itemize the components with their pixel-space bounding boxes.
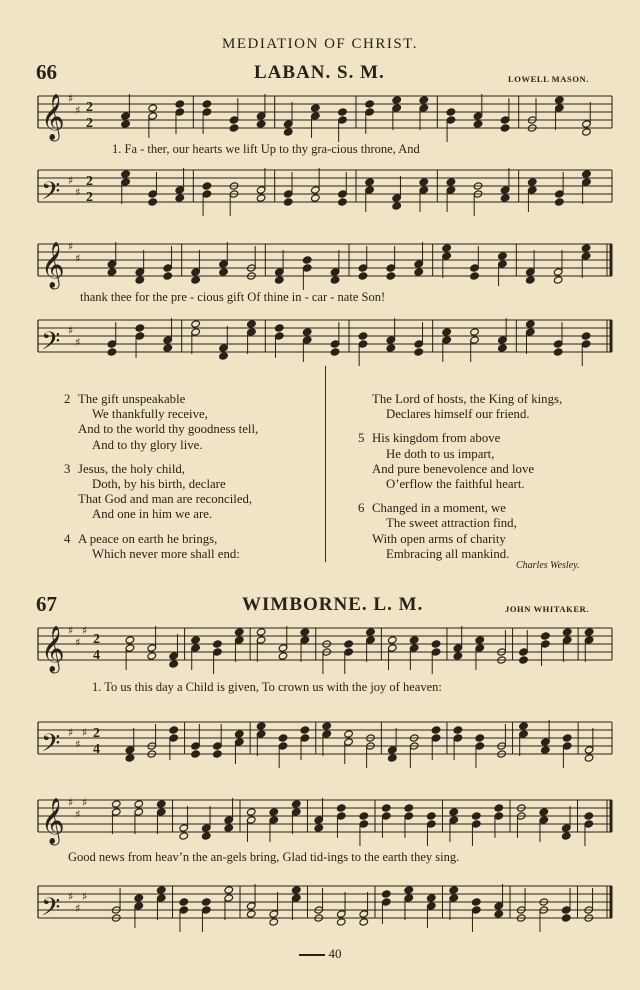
note-head bbox=[283, 128, 293, 136]
note-head bbox=[311, 194, 321, 202]
note-head bbox=[213, 640, 223, 648]
verse-line bbox=[64, 462, 258, 477]
sharp-icon: ♯ bbox=[82, 796, 88, 809]
note-head bbox=[247, 320, 257, 328]
note-head bbox=[201, 898, 211, 906]
hymn67-treble-staff-1 bbox=[0, 618, 640, 678]
note-head bbox=[475, 636, 485, 644]
verse-4 bbox=[64, 532, 258, 562]
note-head bbox=[256, 120, 266, 128]
note-head bbox=[414, 348, 424, 356]
treble-clef-icon: 𝄞 bbox=[41, 626, 65, 672]
sharp-icon: ♯ bbox=[68, 240, 74, 253]
time-signature-bottom: 4 bbox=[93, 648, 100, 663]
note-head bbox=[473, 120, 483, 128]
note-head bbox=[358, 272, 368, 280]
note-head bbox=[191, 320, 201, 328]
sharp-icon: ♯ bbox=[75, 336, 81, 349]
time-signature-bottom: 2 bbox=[86, 190, 93, 205]
note-head bbox=[336, 918, 346, 926]
tune-name-wimborne: WIMBORNE. L. M. bbox=[242, 594, 424, 615]
note-head bbox=[386, 272, 396, 280]
note-head bbox=[169, 660, 179, 668]
hymn67-lyric-line-2: Good news from heav’n the an-gels bring, Glad tid-ings to the earth they sing. bbox=[68, 850, 460, 864]
note-head bbox=[135, 276, 145, 284]
verse-number: 6 bbox=[358, 501, 365, 516]
note-head bbox=[269, 918, 279, 926]
note-head bbox=[494, 910, 504, 918]
verse-line bbox=[64, 407, 258, 422]
note-head bbox=[125, 754, 135, 762]
note-head bbox=[224, 886, 234, 894]
sharp-icon: ♯ bbox=[68, 624, 74, 637]
note-head bbox=[234, 628, 244, 636]
note-head bbox=[525, 276, 535, 284]
note-head bbox=[562, 734, 572, 742]
verse-line bbox=[64, 422, 258, 437]
verse-text: And to the world thy goodness tell, bbox=[78, 422, 259, 437]
note-head bbox=[419, 96, 429, 104]
bass-clef-icon: 𝄢 bbox=[41, 177, 61, 212]
note-head bbox=[359, 918, 369, 926]
sharp-icon: ♯ bbox=[82, 726, 88, 739]
verse-line bbox=[358, 501, 562, 516]
note-head bbox=[500, 194, 510, 202]
note-head bbox=[359, 812, 369, 820]
note-head bbox=[404, 886, 414, 894]
note-head bbox=[191, 276, 201, 284]
note-head bbox=[365, 100, 375, 108]
note-head bbox=[555, 198, 565, 206]
note-head bbox=[107, 268, 117, 276]
note-head bbox=[426, 894, 436, 902]
note-head bbox=[381, 804, 391, 812]
treble-clef-icon: 𝄞 bbox=[41, 242, 65, 288]
note-head bbox=[470, 272, 480, 280]
note-head bbox=[302, 256, 312, 264]
note-head bbox=[256, 194, 266, 202]
verse-text: We thankfully receive, bbox=[92, 407, 208, 422]
note-head bbox=[202, 100, 212, 108]
hymn66-bass-staff-2 bbox=[0, 310, 640, 370]
sharp-icon: ♯ bbox=[82, 890, 88, 903]
note-head bbox=[125, 636, 135, 644]
sharp-icon: ♯ bbox=[82, 624, 88, 637]
note-head bbox=[358, 332, 368, 340]
note-head bbox=[338, 108, 348, 116]
verse-number: 4 bbox=[64, 531, 71, 546]
hymn66-bass-staff-1 bbox=[0, 160, 640, 220]
hymn66-verses-left bbox=[64, 392, 258, 571]
note-head bbox=[111, 800, 121, 808]
note-head bbox=[392, 202, 402, 210]
note-head bbox=[191, 636, 201, 644]
sharp-icon: ♯ bbox=[68, 324, 74, 337]
verse-text: The gift unspeakable bbox=[78, 392, 186, 406]
note-head bbox=[446, 178, 456, 186]
verse-line bbox=[358, 477, 562, 492]
note-head bbox=[229, 124, 239, 132]
verse-text: Which never more shall end: bbox=[92, 546, 240, 561]
note-head bbox=[365, 178, 375, 186]
hymn66-treble-staff-1 bbox=[0, 86, 640, 146]
note-head bbox=[404, 804, 414, 812]
tune-name-laban: LABAN. S. M. bbox=[254, 62, 385, 83]
note-head bbox=[202, 182, 212, 190]
note-head bbox=[163, 344, 173, 352]
hymn66-verses-right bbox=[358, 392, 562, 571]
bass-clef-icon: 𝄢 bbox=[41, 893, 61, 928]
hymn66-author: Charles Wesley. bbox=[516, 560, 580, 571]
note-head bbox=[426, 812, 436, 820]
note-head bbox=[500, 124, 510, 132]
note-head bbox=[584, 628, 594, 636]
note-head bbox=[219, 268, 229, 276]
note-head bbox=[471, 812, 481, 820]
verse-text: The sweet attraction find, bbox=[386, 516, 517, 531]
note-head bbox=[344, 730, 354, 738]
note-head bbox=[553, 348, 563, 356]
verse-text: Changed in a moment, we bbox=[372, 501, 506, 516]
composer-laban: LOWELL MASON. bbox=[508, 74, 590, 84]
note-head bbox=[201, 832, 211, 840]
note-head bbox=[314, 824, 324, 832]
note-head bbox=[519, 656, 529, 664]
note-head bbox=[584, 754, 594, 762]
time-signature-top: 2 bbox=[86, 174, 93, 189]
hymn-number-66: 66 bbox=[36, 60, 57, 84]
note-head bbox=[446, 108, 456, 116]
note-head bbox=[213, 750, 223, 758]
verse-line bbox=[64, 532, 258, 547]
verse-text: And to thy glory live. bbox=[92, 437, 203, 452]
note-head bbox=[338, 198, 348, 206]
note-head bbox=[366, 628, 376, 636]
verse-line bbox=[64, 477, 258, 492]
note-head bbox=[148, 104, 158, 112]
note-head bbox=[300, 726, 310, 734]
verse-line bbox=[64, 547, 258, 562]
note-head bbox=[169, 726, 179, 734]
hymn67-bass-staff-2 bbox=[0, 876, 640, 936]
note-head bbox=[381, 890, 391, 898]
note-head bbox=[561, 832, 571, 840]
note-head bbox=[388, 636, 398, 644]
note-head bbox=[453, 726, 463, 734]
verse-line bbox=[64, 438, 258, 453]
verse-text: And one in him we are. bbox=[92, 507, 213, 522]
verse-line bbox=[64, 507, 258, 522]
hymn-number-67: 67 bbox=[36, 592, 57, 616]
note-head bbox=[330, 348, 340, 356]
sharp-icon: ♯ bbox=[75, 186, 81, 199]
note-head bbox=[311, 104, 321, 112]
note-head bbox=[392, 96, 402, 104]
verse-6 bbox=[358, 501, 562, 562]
sharp-icon: ♯ bbox=[68, 726, 74, 739]
note-head bbox=[269, 808, 279, 816]
note-head bbox=[246, 910, 256, 918]
note-head bbox=[525, 320, 535, 328]
note-head bbox=[527, 178, 537, 186]
note-head bbox=[300, 628, 310, 636]
note-head bbox=[179, 832, 189, 840]
verse-line bbox=[358, 407, 562, 422]
note-head bbox=[179, 898, 189, 906]
note-head bbox=[283, 198, 293, 206]
note-head bbox=[135, 324, 145, 332]
note-head bbox=[302, 328, 312, 336]
verse-line bbox=[358, 462, 562, 477]
note-head bbox=[246, 808, 256, 816]
note-head bbox=[541, 746, 551, 754]
note-head bbox=[431, 640, 441, 648]
sharp-icon: ♯ bbox=[75, 104, 81, 117]
sharp-icon: ♯ bbox=[75, 252, 81, 265]
note-head bbox=[175, 100, 185, 108]
verse-text: That God and man are reconciled, bbox=[78, 492, 253, 507]
hymn67-lyric-line-1: 1. To us this day a Child is given, To crown us with the joy of heaven: bbox=[92, 680, 442, 694]
verse-line bbox=[358, 431, 562, 446]
note-head bbox=[336, 804, 346, 812]
note-head bbox=[274, 276, 284, 284]
note-head bbox=[224, 824, 234, 832]
page-number-text: 40 bbox=[328, 946, 342, 961]
note-head bbox=[449, 886, 459, 894]
note-head bbox=[278, 652, 288, 660]
verse-column-divider bbox=[325, 366, 326, 562]
note-head bbox=[442, 244, 452, 252]
note-head bbox=[322, 722, 332, 730]
verse-text: His kingdom from above bbox=[372, 431, 501, 446]
verse-text: Jesus, the holy child, bbox=[78, 461, 185, 476]
note-head bbox=[121, 170, 131, 178]
time-signature-bottom: 4 bbox=[93, 742, 100, 757]
verse-text: He doth to us impart, bbox=[386, 446, 495, 461]
hymn66-lyric-line-2: thank thee for the pre - cious gift Of thine in - car - nate Son! bbox=[80, 290, 386, 304]
hymn67-treble-staff-2 bbox=[0, 790, 640, 850]
note-head bbox=[291, 886, 301, 894]
verse-text: Embracing all mankind. bbox=[386, 546, 510, 561]
note-head bbox=[494, 804, 504, 812]
note-head bbox=[278, 734, 288, 742]
verse-line bbox=[64, 392, 258, 407]
note-head bbox=[431, 726, 441, 734]
treble-clef-icon: 𝄞 bbox=[41, 94, 65, 140]
sharp-icon: ♯ bbox=[68, 174, 74, 187]
section-header: MEDIATION OF CHRIST. bbox=[222, 36, 418, 52]
note-head bbox=[107, 348, 117, 356]
note-head bbox=[498, 344, 508, 352]
verse-line bbox=[64, 492, 258, 507]
note-head bbox=[156, 800, 166, 808]
verse-text: O’erflow the faithful heart. bbox=[386, 477, 525, 492]
note-head bbox=[561, 914, 571, 922]
note-head bbox=[442, 328, 452, 336]
note-head bbox=[419, 178, 429, 186]
sharp-icon: ♯ bbox=[75, 636, 81, 649]
verse-line bbox=[358, 447, 562, 462]
verse-text: Doth, by his birth, declare bbox=[92, 477, 226, 492]
page-number-rule bbox=[299, 954, 325, 956]
note-head bbox=[147, 652, 157, 660]
note-head bbox=[582, 170, 592, 178]
note-head bbox=[274, 324, 284, 332]
page-number bbox=[0, 946, 640, 962]
note-head bbox=[330, 276, 340, 284]
note-head bbox=[156, 886, 166, 894]
note-head bbox=[344, 640, 354, 648]
note-head bbox=[234, 730, 244, 738]
verse-text: With open arms of charity bbox=[372, 531, 506, 546]
time-signature-top: 2 bbox=[93, 726, 100, 741]
time-signature-top: 2 bbox=[93, 632, 100, 647]
sharp-icon: ♯ bbox=[68, 796, 74, 809]
hymn66-lyric-line-1: 1. Fa - ther, our hearts we lift Up to thy gra-cious throne, And bbox=[112, 142, 420, 156]
sharp-icon: ♯ bbox=[75, 808, 81, 821]
note-head bbox=[134, 800, 144, 808]
note-head bbox=[175, 194, 185, 202]
sharp-icon: ♯ bbox=[75, 902, 81, 915]
note-head bbox=[388, 754, 398, 762]
note-head bbox=[581, 332, 591, 340]
note-head bbox=[256, 722, 266, 730]
sharp-icon: ♯ bbox=[68, 890, 74, 903]
time-signature-bottom: 2 bbox=[86, 116, 93, 131]
note-head bbox=[386, 344, 396, 352]
note-head bbox=[191, 750, 201, 758]
bass-clef-icon: 𝄢 bbox=[41, 327, 61, 362]
note-head bbox=[470, 328, 480, 336]
note-head bbox=[539, 808, 549, 816]
verse-text: And pure benevolence and love bbox=[372, 461, 535, 476]
note-head bbox=[553, 276, 563, 284]
verse-2 bbox=[64, 392, 258, 453]
note-head bbox=[471, 898, 481, 906]
verse-line bbox=[358, 532, 562, 547]
note-head bbox=[134, 894, 144, 902]
sharp-icon: ♯ bbox=[68, 92, 74, 105]
verse-text: The Lord of hosts, the King of kings, bbox=[372, 392, 563, 406]
verse-number: 5 bbox=[358, 431, 365, 446]
verse-line bbox=[358, 392, 562, 407]
hymn66-treble-staff-2 bbox=[0, 234, 640, 294]
verse-cont bbox=[358, 392, 562, 422]
verse-line bbox=[358, 516, 562, 531]
note-head bbox=[291, 800, 301, 808]
verse-text: A peace on earth he brings, bbox=[78, 531, 218, 546]
note-head bbox=[475, 734, 485, 742]
note-head bbox=[581, 244, 591, 252]
hymn67-bass-staff-1 bbox=[0, 712, 640, 772]
note-head bbox=[582, 128, 592, 136]
note-head bbox=[414, 268, 424, 276]
note-head bbox=[562, 628, 572, 636]
verse-3 bbox=[64, 462, 258, 523]
note-head bbox=[148, 198, 158, 206]
note-head bbox=[498, 252, 508, 260]
note-head bbox=[555, 96, 565, 104]
note-head bbox=[409, 636, 419, 644]
note-head bbox=[453, 652, 463, 660]
verse-number: 2 bbox=[64, 392, 71, 406]
verse-number: 3 bbox=[64, 461, 71, 476]
verse-text: Declares himself our friend. bbox=[386, 407, 530, 422]
composer-wimborne: JOHN WHITAKER. bbox=[505, 604, 590, 614]
note-head bbox=[541, 632, 551, 640]
note-head bbox=[219, 352, 229, 360]
sharp-icon: ♯ bbox=[75, 738, 81, 751]
note-head bbox=[584, 812, 594, 820]
treble-clef-icon: 𝄞 bbox=[41, 798, 65, 844]
verse-5 bbox=[358, 431, 562, 492]
note-head bbox=[121, 120, 131, 128]
note-head bbox=[449, 808, 459, 816]
note-head bbox=[163, 272, 173, 280]
note-head bbox=[256, 628, 266, 636]
bass-clef-icon: 𝄢 bbox=[41, 729, 61, 764]
time-signature-top: 2 bbox=[86, 100, 93, 115]
note-head bbox=[519, 722, 529, 730]
